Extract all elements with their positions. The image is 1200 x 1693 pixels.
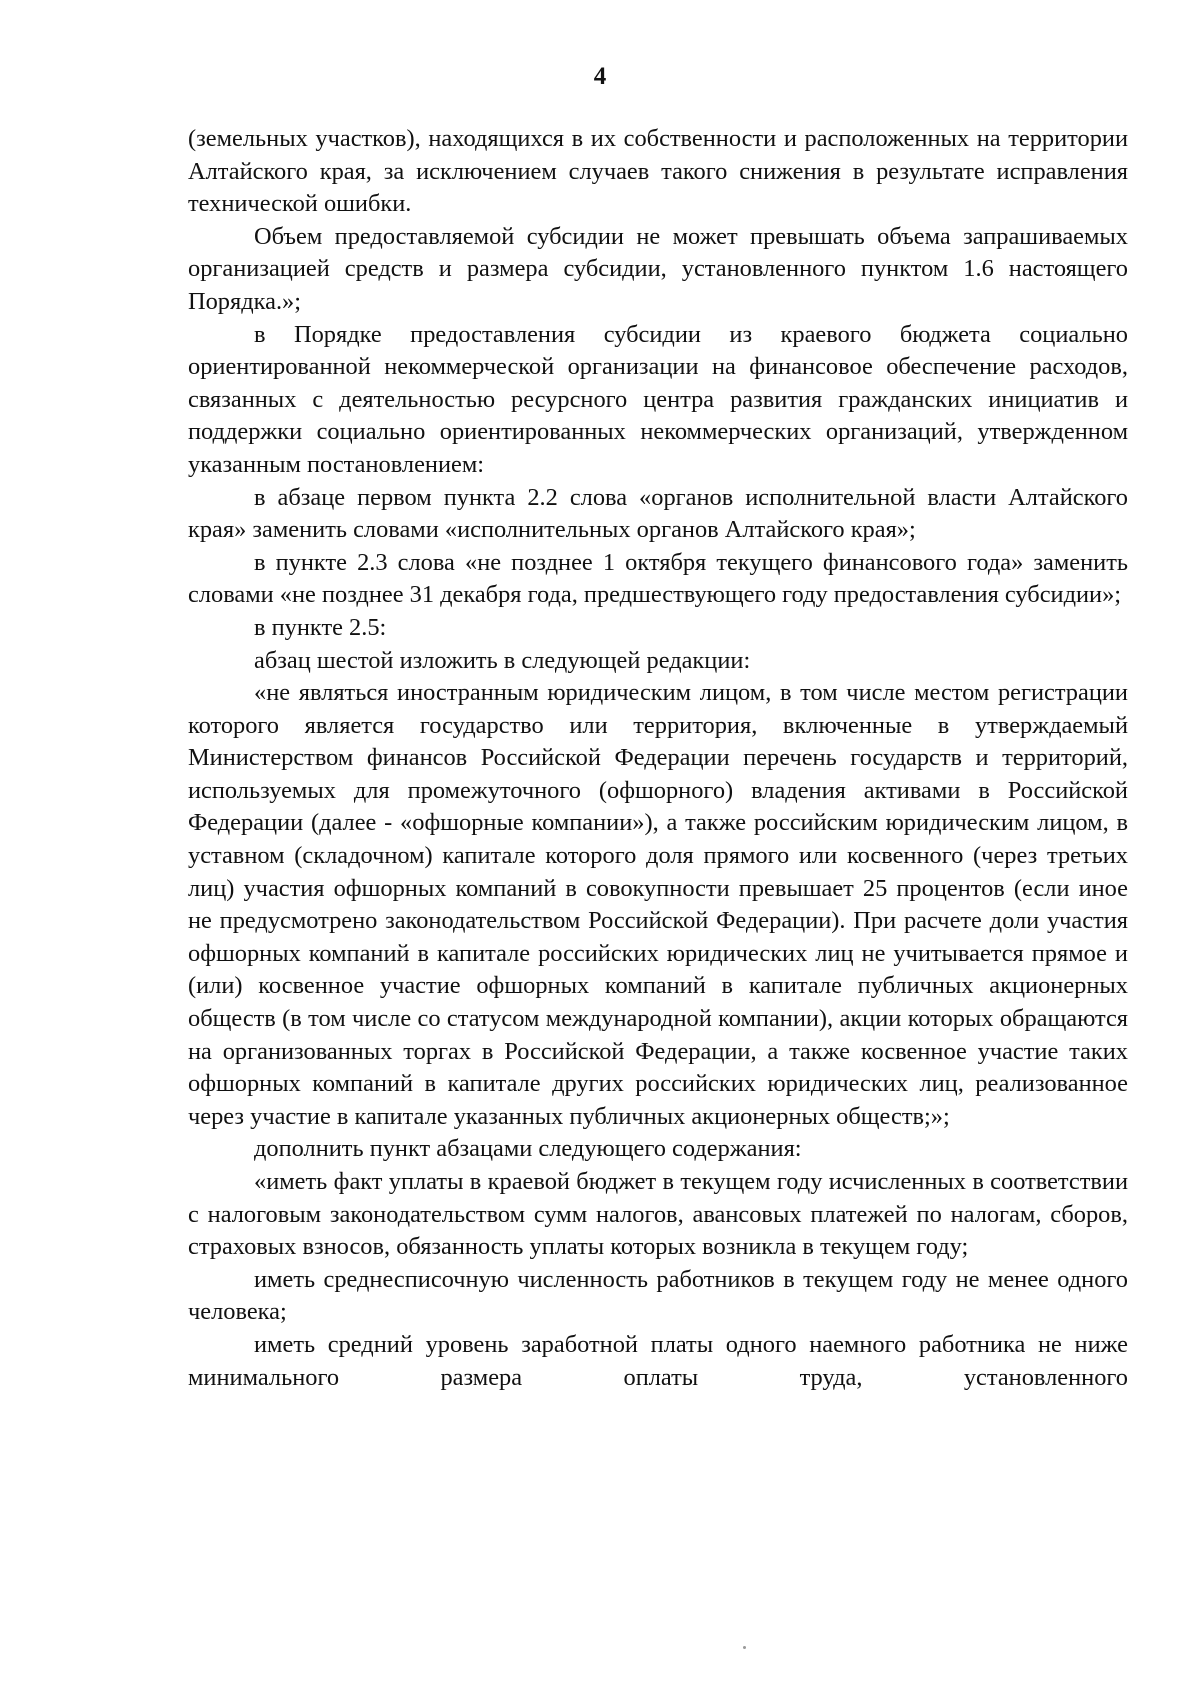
- paragraph-tax-payment: «иметь факт уплаты в краевой бюджет в текущем году исчисленных в соответствии с налоговым законодательством сумм налогов, авансовых платежей по налогам, сборов, страховых взносов, обязанность уплаты которых возникла в текущем году;: [188, 1168, 1128, 1261]
- paragraph-subsidy-volume: Объем предоставляемой субсидии не может превышать объема запрашиваемых организацией средств и размера субсидии, установленного пунктом 1.6 настоящего Порядка.»;: [188, 222, 1128, 315]
- paragraph-land-plots: (земельных участков), находящихся в их собственности и расположенных на территории Алтайского края, за исключением случаев такого снижения в результате исправления технической ошибки.: [188, 125, 1128, 218]
- paragraph-supplement-item: дополнить пункт абзацами следующего содержания:: [254, 1135, 802, 1163]
- paragraph-sixth-abzac: абзац шестой изложить в следующей редакции:: [254, 646, 751, 674]
- paragraph-employee-count: иметь среднесписочную численность работников в текущем году не менее одного человека;: [188, 1265, 1128, 1326]
- paragraph-item-2-3: в пункте 2.3 слова «не позднее 1 октября текущего финансового года» заменить словами «не позднее 31 декабря года, предшествующего году предоставления субсидии»;: [188, 548, 1128, 609]
- page-number: 4: [593, 63, 607, 90]
- paragraph-average-salary: иметь средний уровень заработной платы одного наемного работника не ниже минимального размера оплаты труда, установленного: [188, 1330, 1128, 1391]
- scan-artifact-dot: [743, 1646, 746, 1649]
- paragraph-item-2-5: в пункте 2.5:: [254, 613, 387, 641]
- paragraph-item-2-2: в абзаце первом пункта 2.2 слова «органов исполнительной власти Алтайского края» заменить словами «исполнительных органов Алтайского края»;: [188, 483, 1128, 544]
- paragraph-offshore-companies: «не являться иностранным юридическим лицом, в том числе местом регистрации которого является государство или территория, включенные в утверждаемый Министерством финансов Российской Федерации перечень государств и территорий, используемых для промежуточного (офшорного) владения активами в Российской Федерации (далее - «офшорные компании»), а также российским юридическим лицом, в уставном (складочном) капитале которого доля прямого или косвенного (через третьих лиц) участия офшорных компаний в совокупности превышает 25 процентов (если иное не предусмотрено законодательством Российской Федерации). При расчете доли участия офшорных компаний в капитале российских юридических лиц не учитывается прямое и (или) косвенное участие офшорных компаний в капитале публичных акционерных обществ (в том числе со статусом международной компании), акции которых обращаются на организованных торгах в Российской Федерации, а также косвенное участие таких офшорных компаний в капитале других российских юридических лиц, реализованное через участие в капитале указанных публичных акционерных обществ;»;: [188, 679, 1128, 1130]
- document-body: [188, 123, 1128, 1394]
- paragraph-resource-center-order: в Порядке предоставления субсидии из краевого бюджета социально ориентированной некоммерческой организации на финансовое обеспечение расходов, связанных с деятельностью ресурсного центра развития гражданских инициатив и поддержки социально ориентированных некоммерческих организаций, утвержденном указанным постановлением:: [188, 320, 1128, 478]
